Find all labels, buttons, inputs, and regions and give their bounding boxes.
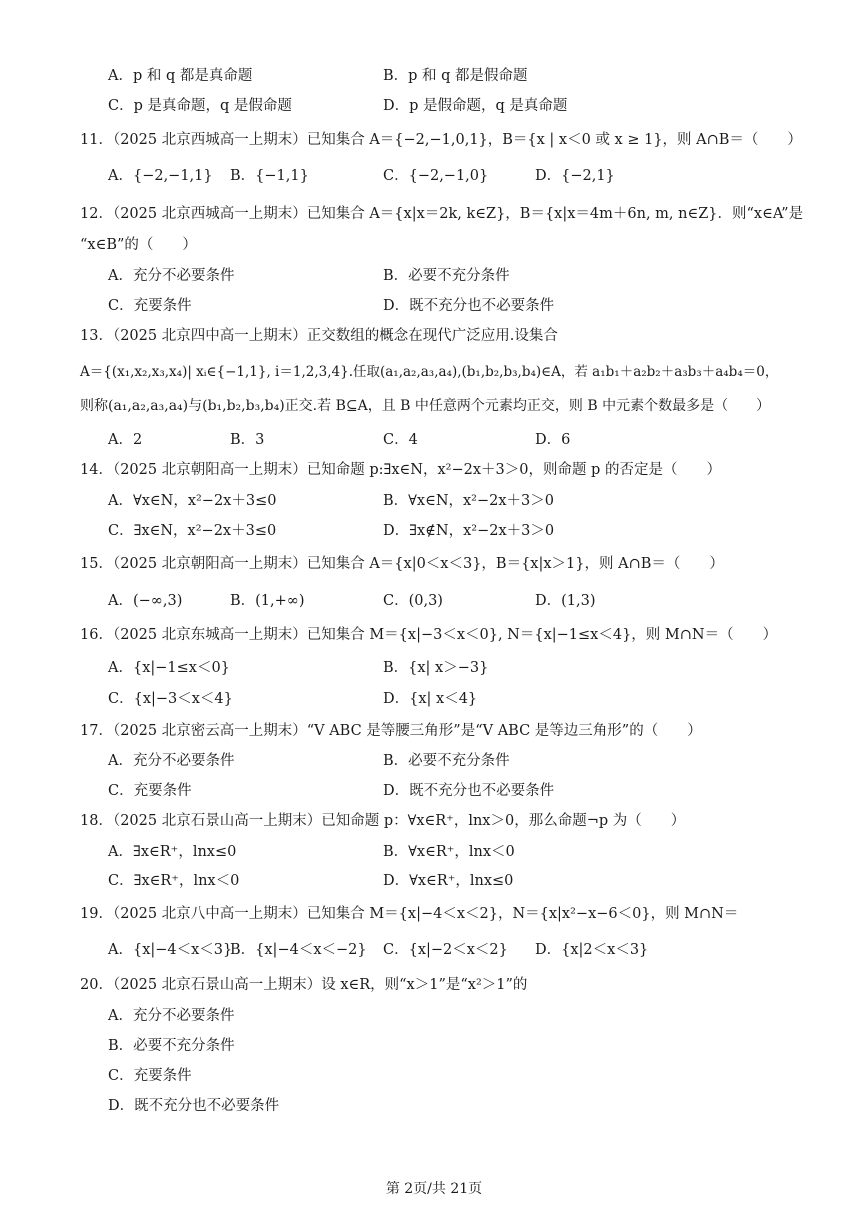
q15-option-c: C．(0,3) — [383, 593, 443, 609]
q10-option-a: A．p 和 q 都是真命题 — [108, 68, 253, 84]
q17-option-a: A．充分不必要条件 — [108, 753, 235, 769]
q18-option-d: D．∀x∈R⁺，lnx≤0 — [383, 873, 514, 889]
page-number-footer: 第 2页/共 21页 — [385, 1181, 483, 1197]
q17-option-d: D．既不充分也不必要条件 — [383, 783, 555, 799]
q19-option-b: B．{x|−4＜x＜−2} — [230, 942, 367, 958]
q14-option-a: A．∀x∈N，x²−2x＋3≤0 — [108, 493, 277, 509]
q19-stem: 19．（2025 北京八中高一上期末）已知集合 M＝{x|−4＜x＜2}，N＝{x|x²−x−6＜0}，则 M∩N＝ — [80, 906, 739, 922]
q18-option-b: B．∀x∈R⁺，lnx＜0 — [383, 844, 515, 860]
q12-option-a: A．充分不必要条件 — [108, 268, 235, 284]
q12-option-d: D．既不充分也不必要条件 — [383, 298, 555, 314]
q11-option-c: C．{−2,−1,0} — [383, 168, 489, 184]
q18-option-c: C．∃x∈R⁺，lnx＜0 — [108, 873, 240, 889]
q14-stem: 14．（2025 北京朝阳高一上期末）已知命题 p:∃x∈N，x²−2x＋3＞0，则命题 p 的否定是（ ） — [80, 462, 721, 478]
q15-stem: 15．（2025 北京朝阳高一上期末）已知集合 A＝{x|0＜x＜3}，B＝{x|x＞1}，则 A∩B＝（ ） — [80, 556, 724, 572]
q14-option-d: D．∃x∉N，x²−2x＋3＞0 — [383, 523, 555, 539]
q18-option-a: A．∃x∈R⁺，lnx≤0 — [108, 844, 237, 860]
q12-stem-cont: “x∈B”的（ ） — [80, 237, 197, 253]
q13-option-b: B．3 — [230, 432, 265, 448]
q16-option-c: C．{x|−3＜x＜4} — [108, 691, 233, 707]
q16-option-d: D．{x| x＜4} — [383, 691, 478, 707]
q10-option-d: D．p 是假命题，q 是真命题 — [383, 98, 568, 114]
q11-option-b: B．{−1,1} — [230, 168, 309, 184]
q15-option-b: B．(1,+∞) — [230, 593, 305, 609]
q16-option-a: A．{x|−1≤x＜0} — [108, 660, 230, 676]
q19-option-d: D．{x|2＜x＜3} — [535, 942, 649, 958]
q12-option-c: C．充要条件 — [108, 298, 192, 314]
q14-option-b: B．∀x∈N，x²−2x＋3＞0 — [383, 493, 554, 509]
q19-option-c: C．{x|−2＜x＜2} — [383, 942, 508, 958]
q20-option-c: C．充要条件 — [108, 1068, 192, 1084]
q17-option-b: B．必要不充分条件 — [383, 753, 510, 769]
q17-option-c: C．充要条件 — [108, 783, 192, 799]
q13-option-c: C．4 — [383, 432, 418, 448]
q20-option-a: A．充分不必要条件 — [108, 1008, 235, 1024]
q16-option-b: B．{x| x＞−3} — [383, 660, 489, 676]
q11-option-a: A．{−2,−1,1} — [108, 168, 213, 184]
q16-stem: 16．（2025 北京东城高一上期末）已知集合 M＝{x|−3＜x＜0}, N＝{x|−1≤x＜4}，则 M∩N＝（ ） — [80, 627, 778, 643]
q15-option-d: D．(1,3) — [535, 593, 596, 609]
q10-option-b: B．p 和 q 都是假命题 — [383, 68, 528, 84]
q18-stem: 18．（2025 北京石景山高一上期末）已知命题 p：∀x∈R⁺，lnx＞0，那么命题¬p 为（ ） — [80, 813, 686, 829]
q12-stem: 12．（2025 北京西城高一上期末）已知集合 A＝{x|x＝2k, k∈Z}，B＝{x|x＝4m＋6n, m, n∈Z}．则“x∈A”是 — [80, 206, 804, 222]
q13-stem-set: A＝{(x₁,x₂,x₃,x₄)| xᵢ∈{−1,1}, i＝1,2,3,4}.任取(a₁,a₂,a₃,a₄),(b₁,b₂,b₃,b₄)∈A，若 a₁b₁＋a₂b₂＋a₃b₃＋a₄b₄＝0， — [80, 364, 779, 380]
q10-option-c: C．p 是真命题，q 是假命题 — [108, 98, 292, 114]
q19-option-a: A．{x|−4＜x＜3} — [108, 942, 233, 958]
q20-option-b: B．必要不充分条件 — [108, 1038, 235, 1054]
q15-option-a: A．(−∞,3) — [108, 593, 183, 609]
q20-option-d: D．既不充分也不必要条件 — [108, 1098, 280, 1114]
q20-stem: 20．（2025 北京石景山高一上期末）设 x∈R，则“x＞1”是“x²＞1”的 — [80, 977, 528, 993]
q13-option-a: A．2 — [108, 432, 143, 448]
q17-stem: 17．（2025 北京密云高一上期末）“V ABC 是等腰三角形”是“V ABC 是等边三角形”的（ ） — [80, 723, 702, 739]
q13-stem: 13．（2025 北京四中高一上期末）正交数组的概念在现代广泛应用.设集合 — [80, 328, 558, 344]
q13-option-d: D．6 — [535, 432, 571, 448]
q13-stem-cont: 则称(a₁,a₂,a₃,a₄)与(b₁,b₂,b₃,b₄)正交.若 B⊆A，且 B 中任意两个元素均正交，则 B 中元素个数最多是（ ） — [80, 398, 771, 414]
q11-stem: 11．（2025 北京西城高一上期末）已知集合 A＝{−2,−1,0,1}，B＝{x | x＜0 或 x ≥ 1}，则 A∩B＝（ ） — [80, 132, 802, 148]
q12-option-b: B．必要不充分条件 — [383, 268, 510, 284]
q11-option-d: D．{−2,1} — [535, 168, 615, 184]
q14-option-c: C．∃x∈N，x²−2x＋3≤0 — [108, 523, 277, 539]
